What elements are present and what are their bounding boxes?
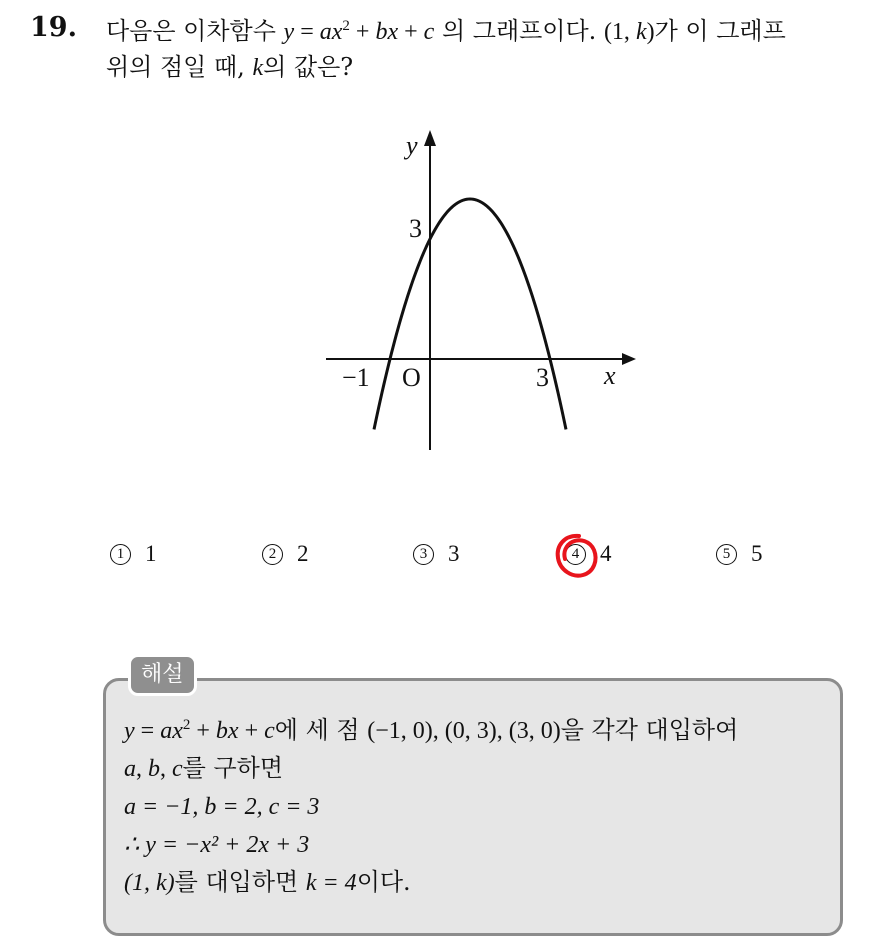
tick-label-neg-one: −1 — [342, 363, 370, 392]
tick-label-x-three: 3 — [536, 363, 549, 392]
choice-number: 4 — [565, 544, 586, 565]
solution-text — [124, 712, 738, 902]
y-axis-arrow — [424, 130, 436, 146]
answer-choices — [0, 541, 884, 581]
y-axis-label: y — [406, 131, 418, 160]
parabola-graph — [310, 120, 650, 460]
origin-label: O — [402, 363, 421, 392]
parabola-curve — [374, 199, 566, 429]
choice-value: 1 — [145, 541, 157, 566]
solution-line-4: ∴ y = −x² + 2x + 3 — [124, 832, 310, 858]
tick-label-y-three: 3 — [409, 214, 422, 243]
choice-number: 1 — [110, 544, 131, 565]
solution-tag: 해설 — [128, 654, 197, 696]
choice-3[interactable] — [413, 541, 460, 567]
choice-number: 2 — [262, 544, 283, 565]
choice-1[interactable] — [110, 541, 157, 567]
choice-value: 3 — [448, 541, 460, 566]
choice-2[interactable] — [262, 541, 309, 567]
solution-line-3: a = −1, b = 2, c = 3 — [124, 794, 320, 820]
choice-number: 3 — [413, 544, 434, 565]
x-axis-label: x — [604, 361, 616, 390]
question-number: 19. — [30, 12, 77, 43]
question-text: 다음은 이차함수 $y = ax^2$ + bx + c 의 그래프이다. (1, k)가 이 그래프 위의 점일 때, k의 값은? — [106, 17, 786, 81]
choice-number: 5 — [716, 544, 737, 565]
choice-value: 4 — [600, 541, 612, 566]
choice-value: 2 — [297, 541, 309, 566]
solution-line-2: a, b, c를 구하면 — [124, 754, 284, 782]
answer-circle-mark — [552, 532, 602, 582]
choice-value: 5 — [751, 541, 763, 566]
solution-line-5: (1, k)를 대입하면 k = 4이다. — [124, 868, 411, 896]
x-axis-arrow — [622, 353, 636, 365]
choice-5[interactable] — [716, 541, 763, 567]
solution-line-1: $y = ax^2$ + bx + c에 세 점 (−1, 0), (0, 3), (3, 0)을 각각 대입하여 — [124, 716, 739, 744]
